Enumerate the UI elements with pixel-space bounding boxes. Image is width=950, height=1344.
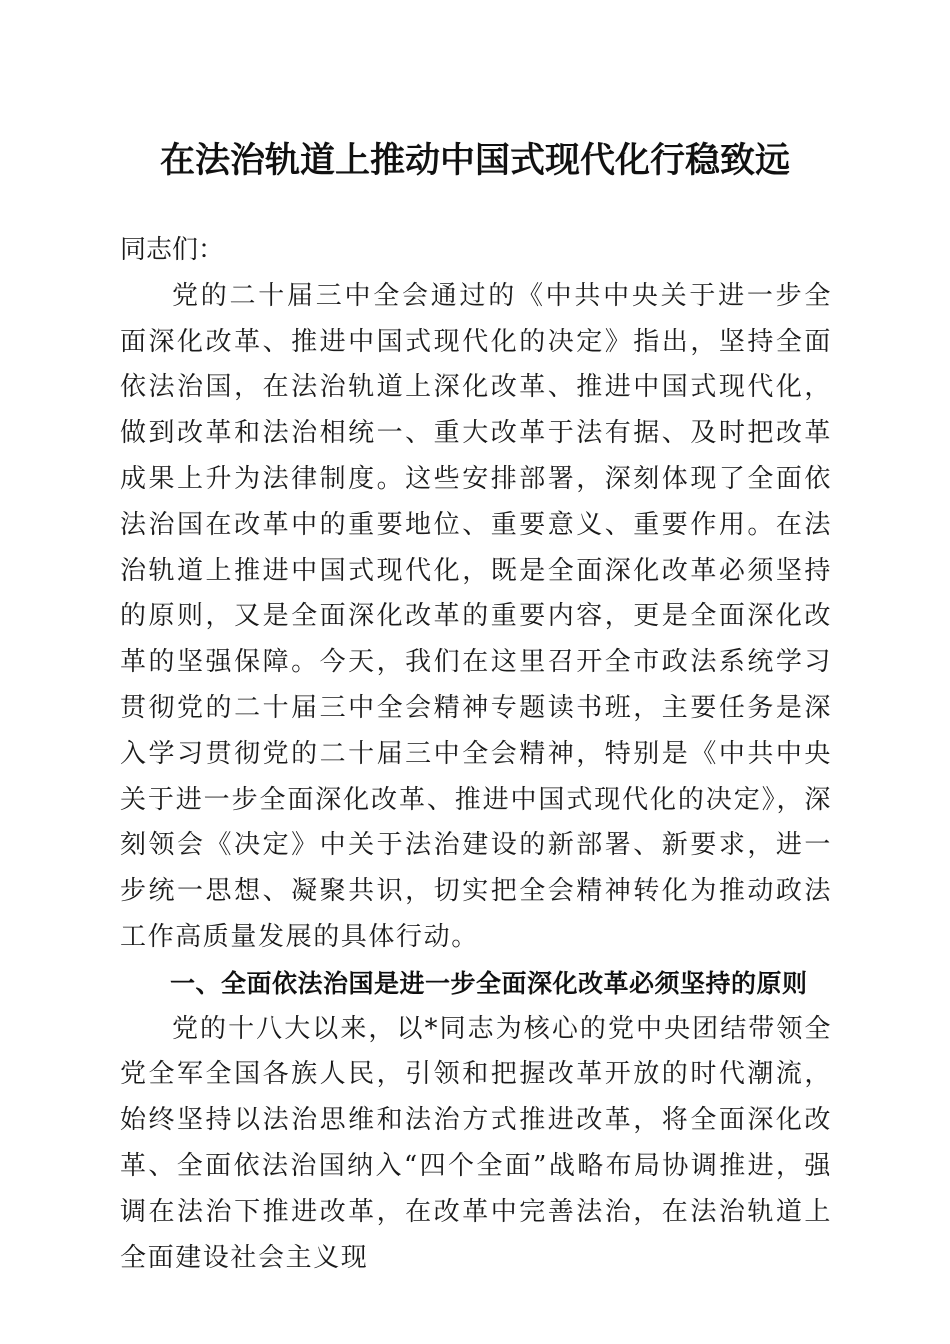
salutation: 同志们： <box>120 235 225 265</box>
document-title: 在法治轨道上推动中国式现代化行稳致远 <box>159 140 790 181</box>
paragraph-section-1: 党的十八大以来，以*同志为核心的党中央团结带领全党全军全国各族人民，引领和把握改革开放的时代潮流，始终坚持以法治思维和法治方式推进改革，将全面深化改革、全面依法治国纳入“四个全面”战略布局协调推进，强调在法治下推进改革，在改革中完善法治，在法治轨道上全面建设社会主义现 <box>120 1013 832 1273</box>
paragraph-intro: 党的二十届三中全会通过的《中共中央关于进一步全面深化改革、推进中国式现代化的决定》指出，坚持全面依法治国，在法治轨道上深化改革、推进中国式现代化，做到改革和法治相统一、重大改革于法有据、及时把改革成果上升为法律制度。这些安排部署，深刻体现了全面依法治国在改革中的重要地位、重要意义、重要作用。在法治轨道上推进中国式现代化，既是全面深化改革必须坚持的原则，又是全面深化改革的重要内容，更是全面深化改革的坚强保障。今天，我们在这里召开全市政法系统学习贯彻党的二十届三中全会精神专题读书班，主要任务是深入学习贯彻党的二十届三中全会精神，特别是《中共中央关于进一步全面深化改革、推进中国式现代化的决定》，深刻领会《决定》中关于法治建设的新部署、新要求，进一步统一思想、凝聚共识，切实把全会精神转化为推动政法工作高质量发展的具体行动。 <box>120 280 832 952</box>
document-body <box>120 228 832 1281</box>
section-heading-1: 一、全面依法治国是进一步全面深化改革必须坚持的原则 <box>170 968 808 998</box>
